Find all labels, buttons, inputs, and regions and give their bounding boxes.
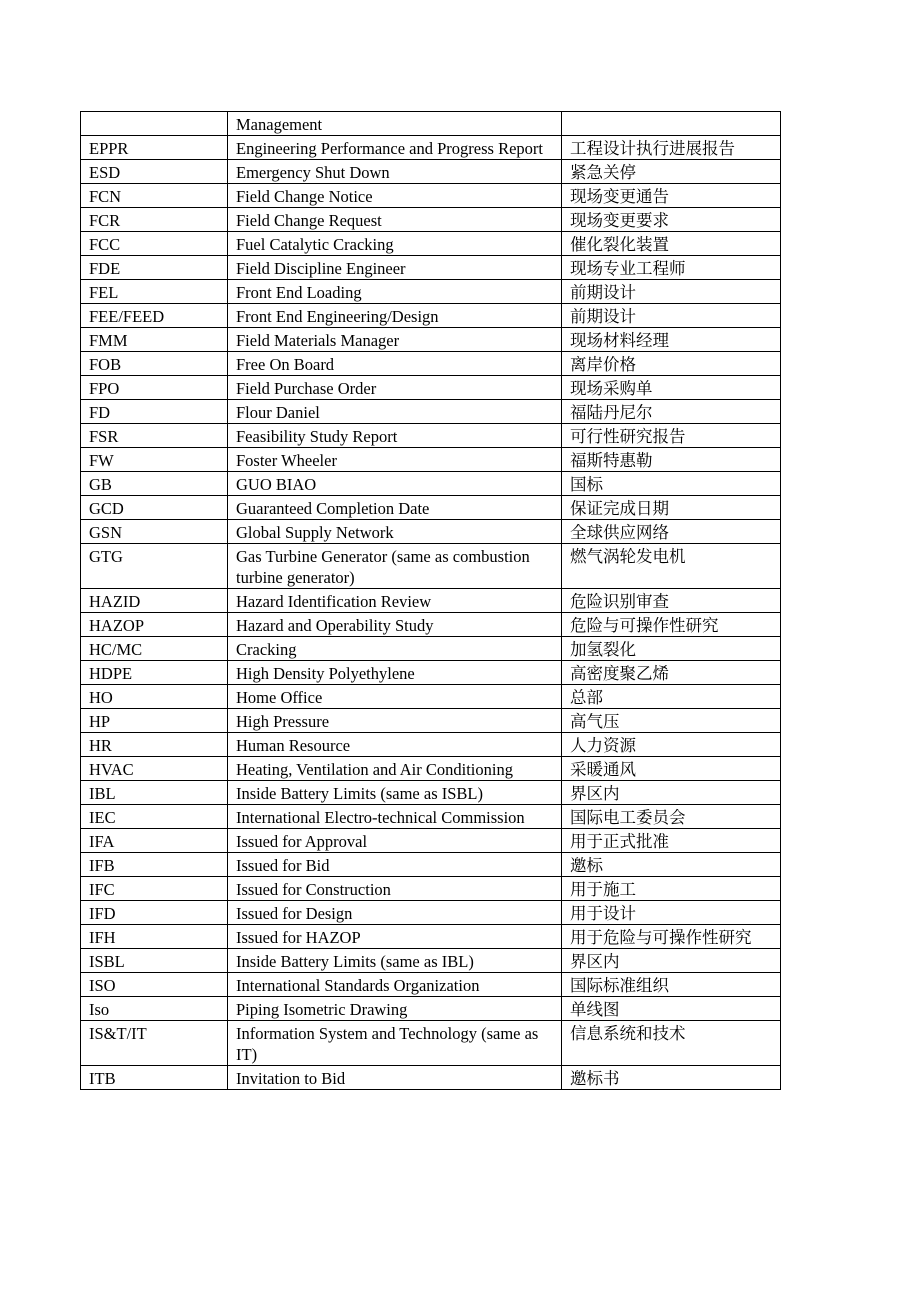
english-term-cell: Field Change Request bbox=[228, 208, 562, 232]
abbreviation-cell: GB bbox=[81, 472, 228, 496]
english-term-cell: Piping Isometric Drawing bbox=[228, 997, 562, 1021]
abbreviation-cell: FCC bbox=[81, 232, 228, 256]
abbreviation-cell: IS&T/IT bbox=[81, 1021, 228, 1066]
chinese-term-cell: 国际电工委员会 bbox=[562, 805, 781, 829]
table-row bbox=[81, 208, 781, 232]
english-term-cell: Field Discipline Engineer bbox=[228, 256, 562, 280]
chinese-term-cell: 采暖通风 bbox=[562, 757, 781, 781]
table-row bbox=[81, 136, 781, 160]
english-term-cell: Inside Battery Limits (same as IBL) bbox=[228, 949, 562, 973]
abbreviation-cell: ISBL bbox=[81, 949, 228, 973]
table-row bbox=[81, 280, 781, 304]
abbreviation-cell: FEL bbox=[81, 280, 228, 304]
english-term-cell: Foster Wheeler bbox=[228, 448, 562, 472]
chinese-term-cell: 可行性研究报告 bbox=[562, 424, 781, 448]
abbreviation-cell: ESD bbox=[81, 160, 228, 184]
english-term-cell: Heating, Ventilation and Air Conditioning bbox=[228, 757, 562, 781]
chinese-term-cell: 用于施工 bbox=[562, 877, 781, 901]
chinese-term-cell: 邀标 bbox=[562, 853, 781, 877]
english-term-cell: Issued for Bid bbox=[228, 853, 562, 877]
table-row bbox=[81, 613, 781, 637]
abbreviation-cell: EPPR bbox=[81, 136, 228, 160]
chinese-term-cell: 加氢裂化 bbox=[562, 637, 781, 661]
chinese-term-cell: 紧急关停 bbox=[562, 160, 781, 184]
chinese-term-cell: 现场变更要求 bbox=[562, 208, 781, 232]
chinese-term-cell: 离岸价格 bbox=[562, 352, 781, 376]
glossary-body bbox=[81, 112, 781, 1090]
table-row bbox=[81, 1066, 781, 1090]
abbreviation-cell: FW bbox=[81, 448, 228, 472]
chinese-term-cell: 界区内 bbox=[562, 781, 781, 805]
abbreviation-cell: FSR bbox=[81, 424, 228, 448]
english-term-cell: High Density Polyethylene bbox=[228, 661, 562, 685]
abbreviation-cell: GSN bbox=[81, 520, 228, 544]
table-row bbox=[81, 829, 781, 853]
abbreviation-cell: FCR bbox=[81, 208, 228, 232]
table-row bbox=[81, 877, 781, 901]
table-row bbox=[81, 805, 781, 829]
abbreviation-cell: IFD bbox=[81, 901, 228, 925]
english-term-cell: International Electro-technical Commission bbox=[228, 805, 562, 829]
english-term-cell: Feasibility Study Report bbox=[228, 424, 562, 448]
chinese-term-cell: 现场材料经理 bbox=[562, 328, 781, 352]
table-row bbox=[81, 925, 781, 949]
abbreviation-cell: HO bbox=[81, 685, 228, 709]
chinese-term-cell: 催化裂化装置 bbox=[562, 232, 781, 256]
table-row bbox=[81, 328, 781, 352]
table-row bbox=[81, 733, 781, 757]
chinese-term-cell: 国标 bbox=[562, 472, 781, 496]
table-row bbox=[81, 160, 781, 184]
abbreviation-cell: FDE bbox=[81, 256, 228, 280]
table-row bbox=[81, 520, 781, 544]
abbreviation-cell: FOB bbox=[81, 352, 228, 376]
english-term-cell: Front End Loading bbox=[228, 280, 562, 304]
chinese-term-cell bbox=[562, 112, 781, 136]
abbreviation-cell bbox=[81, 112, 228, 136]
english-term-cell: Cracking bbox=[228, 637, 562, 661]
english-term-cell: Inside Battery Limits (same as ISBL) bbox=[228, 781, 562, 805]
abbreviation-cell: FEE/FEED bbox=[81, 304, 228, 328]
english-term-cell: Front End Engineering/Design bbox=[228, 304, 562, 328]
chinese-term-cell: 工程设计执行进展报告 bbox=[562, 136, 781, 160]
chinese-term-cell: 保证完成日期 bbox=[562, 496, 781, 520]
abbreviation-cell: IFA bbox=[81, 829, 228, 853]
english-term-cell: Fuel Catalytic Cracking bbox=[228, 232, 562, 256]
chinese-term-cell: 福斯特惠勒 bbox=[562, 448, 781, 472]
english-term-cell: Invitation to Bid bbox=[228, 1066, 562, 1090]
table-row bbox=[81, 1021, 781, 1066]
chinese-term-cell: 现场采购单 bbox=[562, 376, 781, 400]
chinese-term-cell: 用于危险与可操作性研究 bbox=[562, 925, 781, 949]
table-row bbox=[81, 973, 781, 997]
chinese-term-cell: 用于正式批准 bbox=[562, 829, 781, 853]
table-row bbox=[81, 589, 781, 613]
chinese-term-cell: 福陆丹尼尔 bbox=[562, 400, 781, 424]
chinese-term-cell: 总部 bbox=[562, 685, 781, 709]
chinese-term-cell: 现场专业工程师 bbox=[562, 256, 781, 280]
chinese-term-cell: 现场变更通告 bbox=[562, 184, 781, 208]
table-row bbox=[81, 400, 781, 424]
english-term-cell: Emergency Shut Down bbox=[228, 160, 562, 184]
abbreviation-cell: HR bbox=[81, 733, 228, 757]
table-row bbox=[81, 853, 781, 877]
english-term-cell: Human Resource bbox=[228, 733, 562, 757]
abbreviation-cell: HDPE bbox=[81, 661, 228, 685]
abbreviation-cell: HC/MC bbox=[81, 637, 228, 661]
chinese-term-cell: 高气压 bbox=[562, 709, 781, 733]
abbreviation-cell: FD bbox=[81, 400, 228, 424]
english-term-cell: Global Supply Network bbox=[228, 520, 562, 544]
english-term-cell: Free On Board bbox=[228, 352, 562, 376]
abbreviation-cell: IFB bbox=[81, 853, 228, 877]
abbreviation-cell: HAZID bbox=[81, 589, 228, 613]
table-row bbox=[81, 757, 781, 781]
table-row bbox=[81, 544, 781, 589]
english-term-cell: Guaranteed Completion Date bbox=[228, 496, 562, 520]
abbreviation-cell: FPO bbox=[81, 376, 228, 400]
chinese-term-cell: 邀标书 bbox=[562, 1066, 781, 1090]
table-row bbox=[81, 637, 781, 661]
table-row bbox=[81, 901, 781, 925]
chinese-term-cell: 前期设计 bbox=[562, 304, 781, 328]
english-term-cell: Home Office bbox=[228, 685, 562, 709]
english-term-cell: Field Materials Manager bbox=[228, 328, 562, 352]
english-term-cell: Gas Turbine Generator (same as combustion turbine generator) bbox=[228, 544, 562, 589]
table-row bbox=[81, 709, 781, 733]
abbreviation-cell: GTG bbox=[81, 544, 228, 589]
table-row bbox=[81, 496, 781, 520]
english-term-cell: Issued for Design bbox=[228, 901, 562, 925]
abbreviation-cell: IBL bbox=[81, 781, 228, 805]
chinese-term-cell: 前期设计 bbox=[562, 280, 781, 304]
abbreviation-cell: ISO bbox=[81, 973, 228, 997]
chinese-term-cell: 单线图 bbox=[562, 997, 781, 1021]
abbreviation-cell: GCD bbox=[81, 496, 228, 520]
table-row bbox=[81, 112, 781, 136]
abbreviation-cell: FMM bbox=[81, 328, 228, 352]
chinese-term-cell: 危险识别审查 bbox=[562, 589, 781, 613]
table-row bbox=[81, 472, 781, 496]
abbreviation-cell: FCN bbox=[81, 184, 228, 208]
chinese-term-cell: 界区内 bbox=[562, 949, 781, 973]
table-row bbox=[81, 448, 781, 472]
chinese-term-cell: 全球供应网络 bbox=[562, 520, 781, 544]
english-term-cell: Hazard and Operability Study bbox=[228, 613, 562, 637]
chinese-term-cell: 信息系统和技术 bbox=[562, 1021, 781, 1066]
table-row bbox=[81, 949, 781, 973]
table-row bbox=[81, 232, 781, 256]
english-term-cell: Hazard Identification Review bbox=[228, 589, 562, 613]
english-term-cell: Issued for HAZOP bbox=[228, 925, 562, 949]
table-row bbox=[81, 352, 781, 376]
abbreviation-cell: Iso bbox=[81, 997, 228, 1021]
abbreviation-cell: IFC bbox=[81, 877, 228, 901]
abbreviation-cell: HP bbox=[81, 709, 228, 733]
english-term-cell: Information System and Technology (same as IT) bbox=[228, 1021, 562, 1066]
abbreviation-cell: IFH bbox=[81, 925, 228, 949]
chinese-term-cell: 国际标准组织 bbox=[562, 973, 781, 997]
chinese-term-cell: 燃气涡轮发电机 bbox=[562, 544, 781, 589]
glossary-table bbox=[80, 111, 781, 1090]
english-term-cell: International Standards Organization bbox=[228, 973, 562, 997]
table-row bbox=[81, 184, 781, 208]
english-term-cell: Field Purchase Order bbox=[228, 376, 562, 400]
abbreviation-cell: ITB bbox=[81, 1066, 228, 1090]
chinese-term-cell: 人力资源 bbox=[562, 733, 781, 757]
table-row bbox=[81, 304, 781, 328]
chinese-term-cell: 危险与可操作性研究 bbox=[562, 613, 781, 637]
english-term-cell: Field Change Notice bbox=[228, 184, 562, 208]
english-term-cell: Management bbox=[228, 112, 562, 136]
english-term-cell: Flour Daniel bbox=[228, 400, 562, 424]
table-row bbox=[81, 376, 781, 400]
table-row bbox=[81, 997, 781, 1021]
table-row bbox=[81, 661, 781, 685]
english-term-cell: High Pressure bbox=[228, 709, 562, 733]
abbreviation-cell: HAZOP bbox=[81, 613, 228, 637]
english-term-cell: Issued for Construction bbox=[228, 877, 562, 901]
english-term-cell: Issued for Approval bbox=[228, 829, 562, 853]
chinese-term-cell: 用于设计 bbox=[562, 901, 781, 925]
abbreviation-cell: IEC bbox=[81, 805, 228, 829]
table-row bbox=[81, 685, 781, 709]
table-row bbox=[81, 256, 781, 280]
chinese-term-cell: 高密度聚乙烯 bbox=[562, 661, 781, 685]
abbreviation-cell: HVAC bbox=[81, 757, 228, 781]
table-row bbox=[81, 781, 781, 805]
english-term-cell: Engineering Performance and Progress Report bbox=[228, 136, 562, 160]
english-term-cell: GUO BIAO bbox=[228, 472, 562, 496]
table-row bbox=[81, 424, 781, 448]
